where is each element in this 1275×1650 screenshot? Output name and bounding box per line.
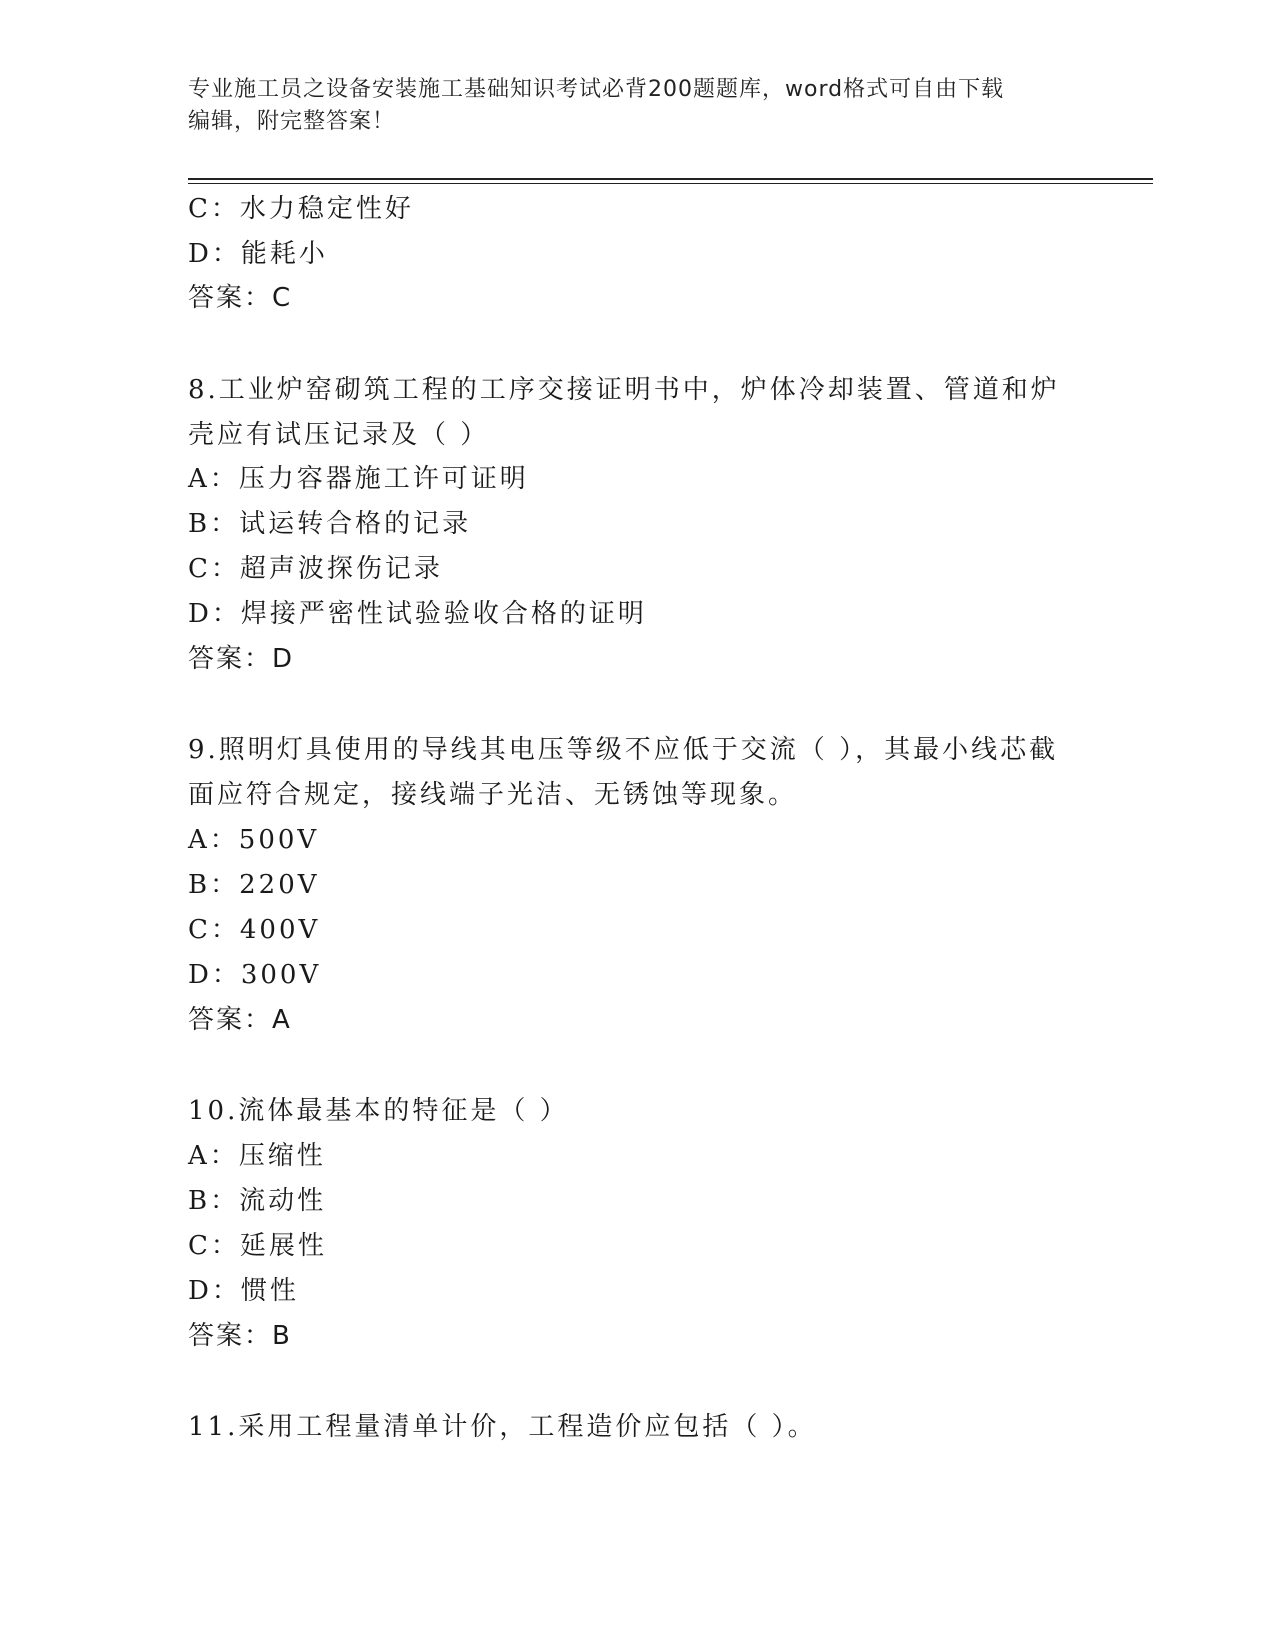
q11-stem: 11.采用工程量清单计价，工程造价应包括（ ）。: [188, 1412, 817, 1442]
q9-stem-line-2: 面应符合规定，接线端子光洁、无锈蚀等现象。: [188, 780, 798, 810]
header-line-1: 专业施工员之设备安装施工基础知识考试必背200题题库，word格式可自由下载: [188, 77, 1005, 102]
q10-option-a: A：压缩性: [188, 1141, 326, 1171]
q10-option-c: C：延展性: [188, 1231, 327, 1261]
q8-option-a: A：压力容器施工许可证明: [188, 464, 529, 494]
q9-option-b: B：220V: [188, 870, 320, 900]
q10-option-b: B：流动性: [188, 1186, 327, 1216]
header-line-2: 编辑，附完整答案！: [188, 109, 396, 134]
q8-answer: 答案：D: [188, 644, 295, 674]
q10-answer: 答案：B: [188, 1321, 292, 1351]
q10-stem: 10.流体最基本的特征是（ ）: [188, 1096, 569, 1126]
q10-option-d: D：惯性: [188, 1276, 299, 1306]
q7-option-d: D：能耗小: [188, 239, 328, 269]
q7-answer: 答案：C: [188, 283, 293, 313]
header-divider-thick: [188, 178, 1153, 180]
q9-answer: 答案：A: [188, 1005, 292, 1035]
q9-stem-line-1: 9.照明灯具使用的导线其电压等级不应低于交流（ ），其最小线芯截: [188, 735, 1059, 765]
q7-option-c: C：水力稳定性好: [188, 194, 414, 224]
q8-stem-line-2: 壳应有试压记录及（ ）: [188, 420, 490, 450]
header-divider-thin: [188, 183, 1153, 184]
q9-option-c: C：400V: [188, 915, 321, 945]
q8-option-d: D：焊接严密性试验验收合格的证明: [188, 599, 647, 629]
document-header: [188, 74, 1068, 138]
q9-option-a: A：500V: [188, 825, 320, 855]
q8-option-b: B：试运转合格的记录: [188, 509, 472, 539]
q9-option-d: D：300V: [188, 960, 322, 990]
q8-option-c: C：超声波探伤记录: [188, 554, 443, 584]
q8-stem-line-1: 8.工业炉窑砌筑工程的工序交接证明书中，炉体冷却装置、管道和炉: [188, 375, 1060, 405]
